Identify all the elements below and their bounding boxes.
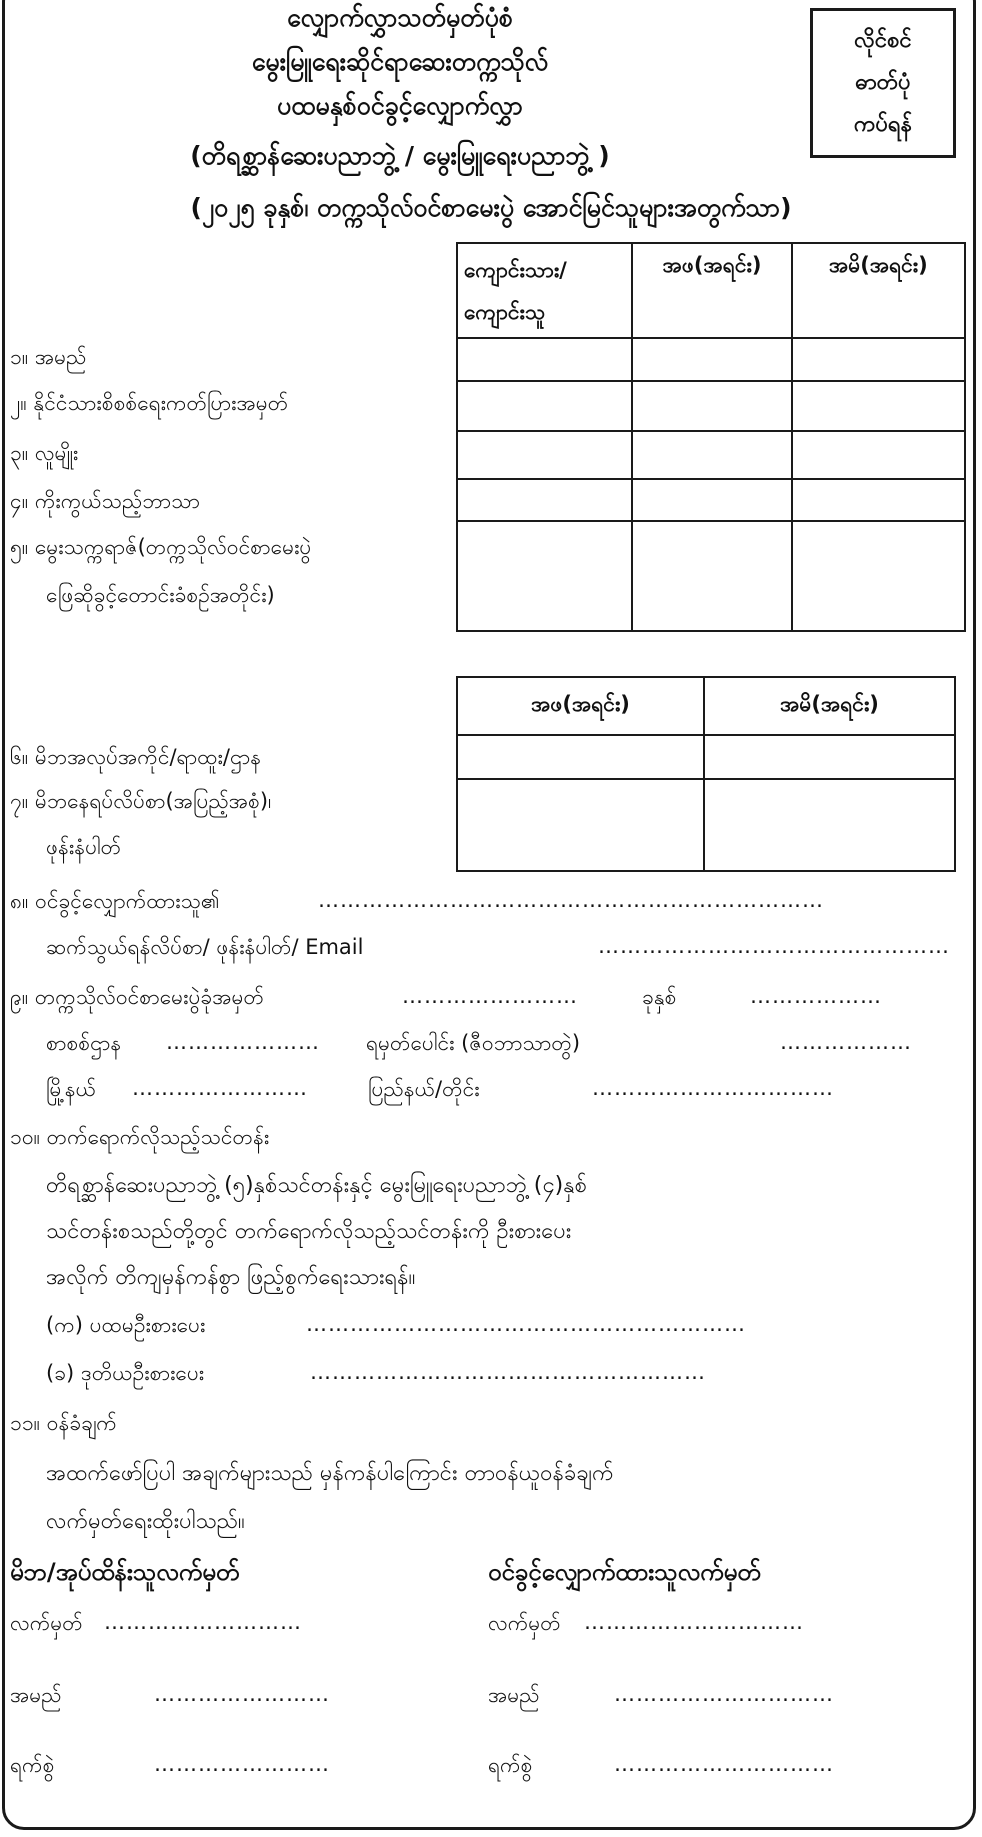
marks-dots[interactable]: ……………… bbox=[780, 1030, 912, 1054]
second-choice-dots[interactable]: ……………………………………………… bbox=[310, 1360, 706, 1384]
label-dob-cont: ဖြေဆိုခွင့်တောင်းခံစဉ်အတိုင်း) bbox=[46, 583, 275, 607]
exam-center-dots[interactable]: ………………… bbox=[166, 1030, 320, 1054]
course-instruction-2: သင်တန်းစသည်တို့တွင် တက်ရောက်လိုသည့်သင်တန်းကို ဦးစားပေး bbox=[46, 1219, 572, 1244]
father-address-cell[interactable] bbox=[457, 779, 704, 871]
mother-dob-cell[interactable] bbox=[792, 521, 965, 631]
mother-nrc-cell[interactable] bbox=[792, 381, 965, 431]
photo-box-line2: ဓာတ်ပုံ bbox=[855, 70, 911, 95]
photo-box-line1: လိုင်စင် bbox=[854, 28, 912, 53]
parent-name-dots[interactable]: …………………… bbox=[154, 1682, 330, 1706]
student-religion-cell[interactable] bbox=[457, 479, 632, 521]
father-name-cell[interactable] bbox=[632, 338, 791, 381]
applicant-date-dots[interactable]: ………………………… bbox=[614, 1752, 834, 1776]
applicant-signature-title: ဝင်ခွင့်လျှောက်ထားသူလက်မှတ် bbox=[488, 1558, 761, 1586]
label-contact: ဆက်သွယ်ရန်လိပ်စာ/ ဖုန်းနံပါတ်/ Email bbox=[46, 935, 364, 959]
eligibility-note: (၂၀၂၅ ခုနှစ်၊ တက္ကသိုလ်ဝင်စာမေးပွဲ အောင်မြင်သူများအတွက်သာ) bbox=[190, 193, 792, 222]
mother-name-cell[interactable] bbox=[792, 338, 965, 381]
parent-signature-title: မိဘ/အုပ်ထိန်းသူလက်မှတ် bbox=[10, 1558, 240, 1586]
parent-info-table bbox=[456, 676, 956, 872]
student-name-cell[interactable] bbox=[457, 338, 632, 381]
university-name: မွေးမြူရေးဆိုင်ရာဆေးတက္ကသိုလ် bbox=[251, 47, 549, 76]
label-exam-center: စာစစ်ဌာန bbox=[46, 1031, 122, 1055]
parent-name-label: အမည် bbox=[10, 1683, 62, 1707]
degree-options: (တိရစ္ဆာန်ဆေးပညာဘွဲ့ / မွေးမြူရေးပညာဘွဲ့ ) bbox=[190, 141, 610, 170]
course-instruction-3: အလိုက် တိကျမှန်ကန်စွာ ဖြည့်စွက်ရေးသားရန်။ bbox=[46, 1265, 416, 1290]
father-dob-cell[interactable] bbox=[632, 521, 791, 631]
header2-mother: အမိ(အရင်း) bbox=[704, 677, 955, 735]
exam-no-dots[interactable]: …………………… bbox=[402, 984, 578, 1008]
label-region: ပြည်နယ်/တိုင်း bbox=[368, 1077, 480, 1101]
header-father: အဖ(အရင်း) bbox=[632, 243, 791, 338]
mother-ethnicity-cell[interactable] bbox=[792, 431, 965, 479]
parent-date-dots[interactable]: …………………… bbox=[154, 1752, 330, 1776]
parent-date-label: ရက်စွဲ bbox=[10, 1753, 55, 1777]
student-dob-cell[interactable] bbox=[457, 521, 632, 631]
applicant-signature-dots[interactable]: ………………………… bbox=[584, 1610, 804, 1634]
mother-religion-cell[interactable] bbox=[792, 479, 965, 521]
father-ethnicity-cell[interactable] bbox=[632, 431, 791, 479]
label-religion: ၄။ ကိုးကွယ်သည့်ဘာသာ bbox=[10, 489, 201, 513]
label-dob: ၅။ မွေးသက္ကရာဇ်(တက္ကသိုလ်ဝင်စာမေးပွဲ bbox=[10, 535, 312, 559]
student-nrc-cell[interactable] bbox=[457, 381, 632, 431]
parent-signature-label: လက်မှတ် bbox=[10, 1611, 83, 1635]
form-title: လျှောက်လွှာသတ်မှတ်ပုံစံ bbox=[287, 3, 513, 32]
father-occupation-cell[interactable] bbox=[457, 735, 704, 779]
label-exam-no: ၉။ တက္ကသိုလ်ဝင်စာမေးပွဲခုံအမှတ် bbox=[10, 985, 264, 1009]
father-religion-cell[interactable] bbox=[632, 479, 791, 521]
declaration-text-2: လက်မှတ်ရေးထိုးပါသည်။ bbox=[46, 1509, 245, 1534]
label-declaration: ၁၁။ ဝန်ခံချက် bbox=[10, 1411, 117, 1435]
label-phone: ဖုန်းနံပါတ် bbox=[46, 835, 122, 859]
photo-box-line3: ကပ်ရန် bbox=[853, 112, 913, 137]
label-ethnicity: ၃။ လူမျိုး bbox=[10, 441, 79, 465]
father-nrc-cell[interactable] bbox=[632, 381, 791, 431]
parent-signature-dots[interactable]: ……………………… bbox=[104, 1610, 302, 1634]
contact-dots[interactable]: ………………………………………… bbox=[598, 934, 950, 958]
label-applicant: ၈။ ဝင်ခွင့်လျှောက်ထားသူ၏ bbox=[10, 889, 220, 913]
application-type: ပထမနှစ်ဝင်ခွင့်လျှောက်လွှာ bbox=[277, 91, 523, 120]
year-dots[interactable]: ……………… bbox=[750, 984, 882, 1008]
applicant-name-dots[interactable]: ………………………… bbox=[614, 1682, 834, 1706]
label-second-choice: (ခ) ဒုတိယဦးစားပေး bbox=[46, 1361, 205, 1385]
personal-info-table bbox=[456, 242, 966, 632]
label-township: မြို့နယ် bbox=[46, 1077, 97, 1101]
photo-box bbox=[810, 8, 956, 158]
label-marks: ရမှတ်ပေါင်း (ဇီဝဘာသာတွဲ) bbox=[366, 1031, 581, 1055]
mother-address-cell[interactable] bbox=[704, 779, 955, 871]
label-address: ၇။ မိဘနေရပ်လိပ်စာ(အပြည့်အစုံ)၊ bbox=[10, 789, 272, 813]
mother-occupation-cell[interactable] bbox=[704, 735, 955, 779]
declaration-text-1: အထက်ဖော်ပြပါ အချက်များသည် မှန်ကန်ပါကြောင်း တာဝန်ယူဝန်ခံချက် bbox=[46, 1461, 614, 1486]
label-course: ၁၀။ တက်ရောက်လိုသည့်သင်တန်း bbox=[10, 1125, 270, 1149]
label-nrc: ၂။ နိုင်ငံသားစိစစ်ရေးကတ်ပြားအမှတ် bbox=[10, 391, 289, 415]
header2-father: အဖ(အရင်း) bbox=[457, 677, 704, 735]
header-mother: အမိ(အရင်း) bbox=[792, 243, 965, 338]
applicant-date-label: ရက်စွဲ bbox=[488, 1753, 533, 1777]
label-year: ခုနှစ် bbox=[642, 985, 677, 1009]
region-dots[interactable]: …………………………… bbox=[592, 1076, 834, 1100]
course-instruction-1: တိရစ္ဆာန်ဆေးပညာဘွဲ့ (၅)နှစ်သင်တန်းနှင့် မွေးမြူရေးပညာဘွဲ့ (၄)နှစ် bbox=[46, 1173, 587, 1198]
applicant-signature-label: လက်မှတ် bbox=[488, 1611, 561, 1635]
label-occupation: ၆။ မိဘအလုပ်အကိုင်/ရာထူး/ဌာန bbox=[10, 745, 262, 769]
township-dots[interactable]: …………………… bbox=[132, 1076, 308, 1100]
label-name: ၁။ အမည် bbox=[10, 345, 87, 369]
student-ethnicity-cell[interactable] bbox=[457, 431, 632, 479]
header-student: ကျောင်းသား/ ကျောင်းသူ bbox=[457, 243, 632, 338]
applicant-dots[interactable]: …………………………………………………………… bbox=[318, 888, 824, 912]
label-first-choice: (က) ပထမဦးစားပေး bbox=[46, 1313, 206, 1337]
first-choice-dots[interactable]: …………………………………………………… bbox=[306, 1312, 746, 1336]
applicant-name-label: အမည် bbox=[488, 1683, 540, 1707]
